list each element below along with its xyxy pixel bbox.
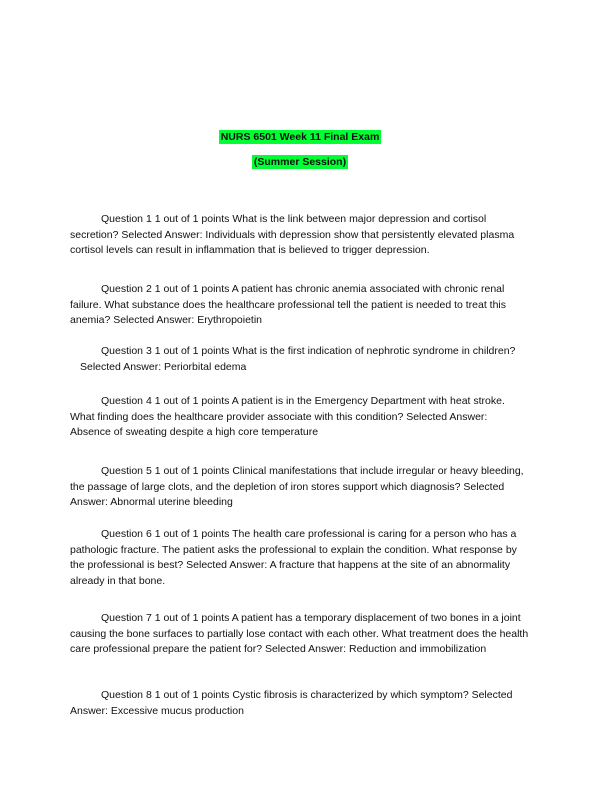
question-8: Question 8 1 out of 1 points Cystic fibrosis is characterized by which symptom? Selected Answer: Excessive mucus production bbox=[70, 689, 513, 717]
question-4: Question 4 1 out of 1 points A patient is in the Emergency Department with heat stroke. What finding does the healthcare provider associate with this condition? Selected Answer: Absence of sweating despite a high core temperature bbox=[70, 395, 505, 438]
question-2: Question 2 1 out of 1 points A patient has chronic anemia associated with chronic renal failure. What substance does the healthcare professional tell the patient is needed to treat this anemia? Selected Answer: Erythropoietin bbox=[70, 283, 507, 326]
question-1: Question 1 1 out of 1 points What is the link between major depression and cortisol secretion? Selected Answer: Individuals with depression show that persistently elevated plasma cortisol levels can result in inflammation that is believed to trigger depression. bbox=[70, 213, 515, 256]
question-6: Question 6 1 out of 1 points The health care professional is caring for a person who has a pathologic fracture. The patient asks the professional to explain the condition. What response by the professional is best? Selected Answer: A fracture that happens at the site of an abnormality already in that bone. bbox=[70, 528, 517, 587]
page-subtitle: (Summer Session) bbox=[253, 156, 347, 168]
question-7: Question 7 1 out of 1 points A patient has a temporary displacement of two bones in a joint causing the bone surfaces to partially lose contact with each other. What treatment does the health care professional prepare the patient for? Selected Answer: Reduction and immobilization bbox=[70, 612, 529, 655]
title-block bbox=[0, 127, 600, 170]
question-5: Question 5 1 out of 1 points Clinical manifestations that include irregular or heavy bleeding, the passage of large clots, and the depletion of iron stores support which diagnosis? Selected Answer: Abnormal uterine bleeding bbox=[70, 465, 524, 508]
question-3: Question 3 1 out of 1 points What is the first indication of nephrotic syndrome in children? Selected Answer: Periorbital edema bbox=[80, 345, 516, 373]
page-title: NURS 6501 Week 11 Final Exam bbox=[220, 131, 380, 143]
